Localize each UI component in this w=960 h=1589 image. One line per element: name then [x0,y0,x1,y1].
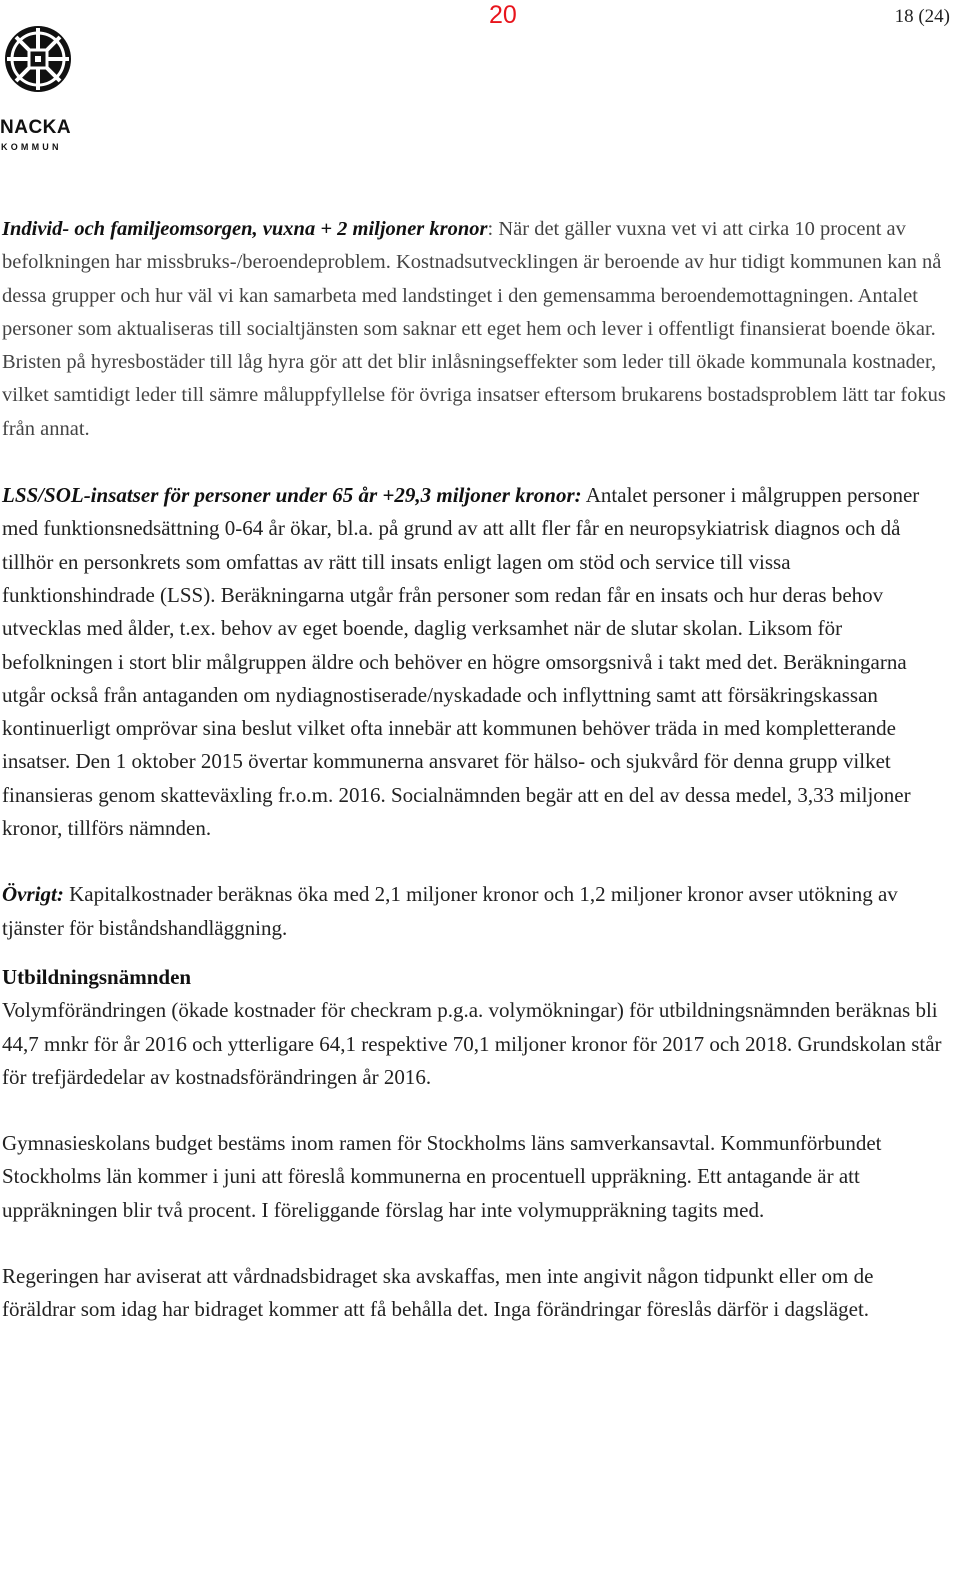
lss-title: LSS/SOL-insatser för personer under 65 år +29,3 miljoner kronor: [2,483,582,508]
utbildning-paragraph-2: Gymnasieskolans budget bestäms inom ramen för Stockholms läns samverkansavtal. Kommunförbundet Stockholms län kommer i juni att föreslå kommunerna en procentuell uppräkning. Ett antagande är att uppräkningen blir två procent. I föreliggande förslag har inte volymuppräkning tagits med. [2,1131,882,1222]
lss-paragraph [2,479,948,845]
utbildning-paragraph-3: Regeringen har aviserat att vårdnadsbidraget ska avskaffas, men inte angivit någon tidpunkt eller om de föräldrar som idag har bidraget kommer att få behålla det. Inga förändringar föreslås därför i dagsläget. [2,1264,874,1322]
utbildning-heading: Utbildningsnämnden [2,964,192,989]
ifo-text: : När det gäller vuxna vet vi att cirka 10 procent av befolkningen har missbruks-/beroendeproblem. Kostnadsutvecklingen är beroende av hur tidigt kommunen kan nå dessa grupper och hur väl vi kan samarbeta med landstinget i den gemensamma beroendemottagningen. Antalet personer som aktualiseras till socialtjänsten som saknar ett eget hem och lever i offentligt finansierat boende ökar. Bristen på hyresbostäder till låg hyra gör att det blir inlåsningseffekter som leder till ökade kommunala kostnader, vilket samtidigt leder till sämre måluppfyllelse för övriga insatser eftersom brukarens bostadsproblem lätt tar fokus från annat. [2,218,946,440]
page-header [0,0,960,150]
ifo-paragraph [2,213,948,446]
ifo-title: Individ- och familjeomsorgen, vuxna + 2 miljoner kronor [2,218,488,240]
document-body [2,213,948,1327]
page-number-red: 20 [489,1,517,29]
page-number: 18 (24) [894,6,950,27]
logo-subtitle: KOMMUN [1,142,62,152]
logo-name: NACKA [0,117,72,138]
ovrigt-title: Övrigt: [2,882,64,907]
utbildning-paragraph-1: Volymförändringen (ökade kostnader för checkram p.g.a. volymökningar) för utbildningsnämnden beräknas bli 44,7 mnkr för år 2016 och ytterligare 64,1 respektive 70,1 miljoner kronor för 2017 och 2018. Grundskolan står för trefjärdedelar av kostnadsförändringen år 2016. [2,998,942,1089]
lss-text: Antalet personer i målgruppen personer med funktionsnedsättning 0-64 år ökar, bl.a. på grund av att allt fler får en neuropsykiatrisk diagnos och då tillhör en personkrets som omfattas av rätt till insats enligt lagen om stöd och service till vissa funktionshindrade (LSS). Beräkningarna utgår från personer som redan får en insats och hur deras behov utvecklas med ålder, t.ex. behov av eget boende, daglig verksamhet när de slutar skolan. Liksom för befolkningen i stort blir målgruppen äldre och behöver en högre omsorgsnivå i takt med det. Beräkningarna utgår också från antaganden om nydiagnostiserade/nyskadade och inflyttning samt att försäkringskassan kontinuerligt omprövar sina beslut vilket ofta innebär att kommunen behöver träda in med kompletterande insatser. Den 1 oktober 2015 övertar kommunerna ansvaret för hälso- och sjukvård för denna grupp vilket finansieras genom skatteväxling fr.o.m. 2016. Socialnämnden begär att en del av dessa medel, 3,33 miljoner kronor, tillförs nämnden. [2,483,920,841]
ovrigt-text: Kapitalkostnader beräknas öka med 2,1 miljoner kronor och 1,2 miljoner kronor avser utökning av tjänster för biståndshandläggning. [2,882,898,940]
nacka-kommun-logo [0,26,80,152]
ovrigt-paragraph [2,878,948,945]
nacka-emblem-icon [0,26,80,96]
